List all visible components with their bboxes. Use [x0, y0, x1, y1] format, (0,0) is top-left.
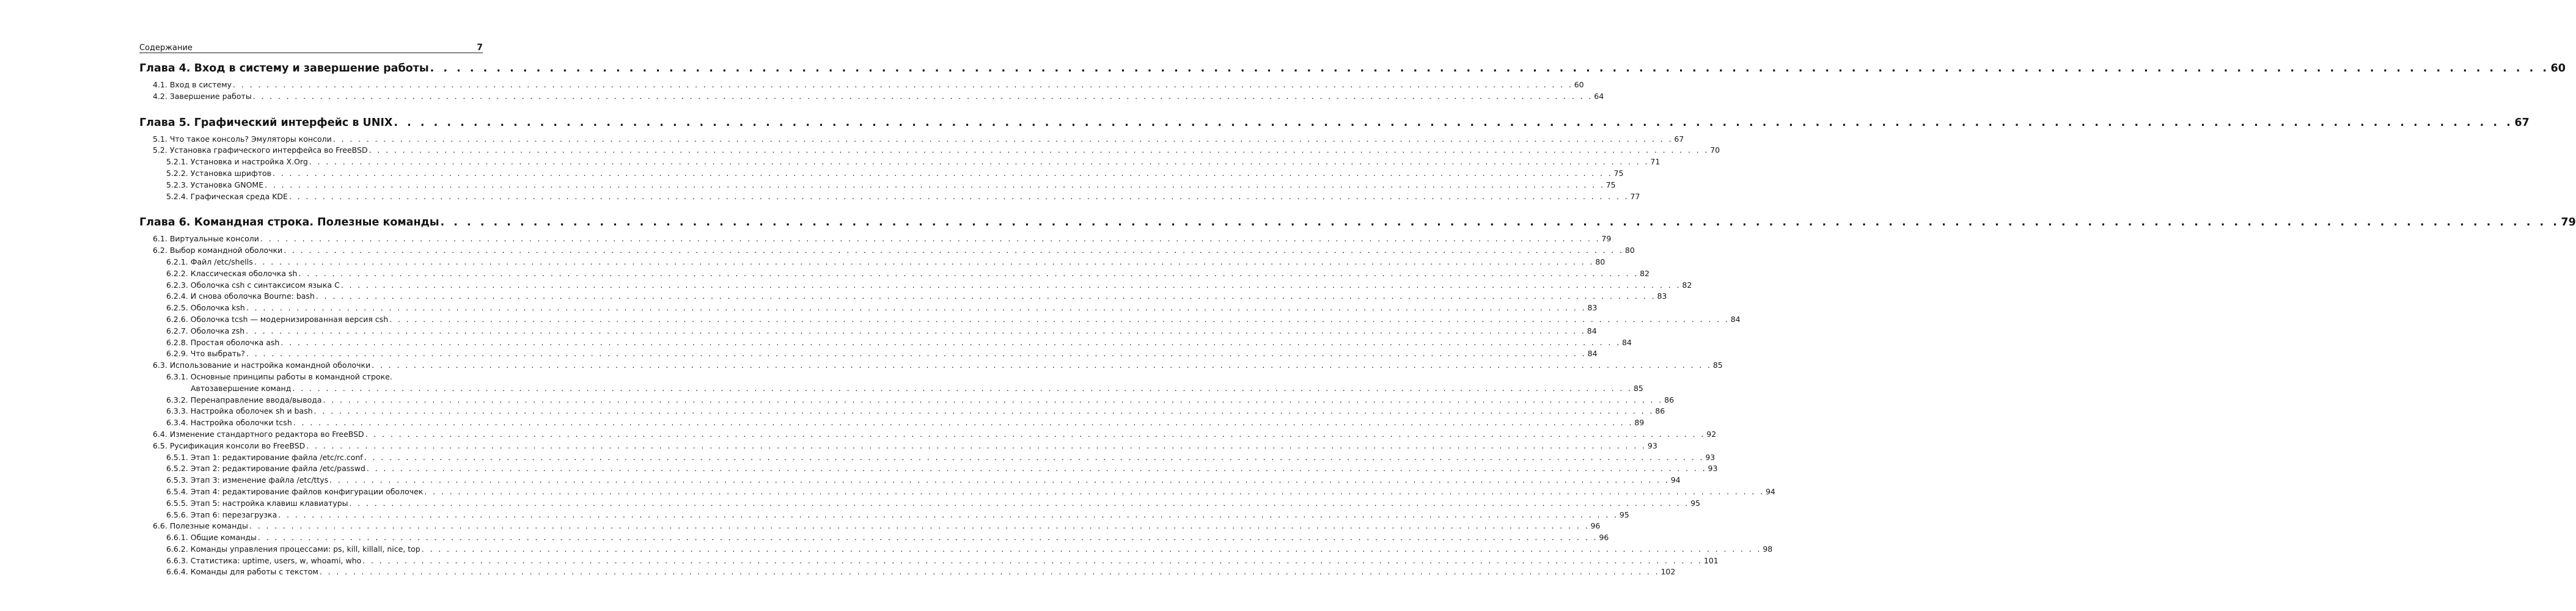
dot-leader: . . . . . . . . . . . . . . . . . . . . . . . . . . . . . . . . . . . . . . . . . . . . . . . . . . . . . . . . . . . . . . . . . . . . . . . . . . . . . . . . . . . . . . . . . . . . . . . . . . . . . . . . . . . . . . . . . . . . . . . . . . . . . . . . . . . . . . . . . . . . . . . . . . . . . . . . . . . . . . . . [273, 168, 1613, 178]
entry-page-number: 83 [1587, 303, 1598, 313]
dot-leader: . . . . . . . . . . . . . . . . . . . . . . . . . . . . . . . . . . . . . . . . . . . . . . . . . . . . . . . . . . . . . . . . . . . . . . . . . . . . . . . . . . . . . . . . . . . . . . . . . . . . . . . . . . . . . . . . . . . . . . . . . . . . . . . . . . . . . . . . . . . . . . . . . . . . . . . . . . . . . . . . [265, 180, 1605, 189]
chapter-title: Глава 6. Командная строка. Полезные команды [139, 216, 439, 229]
toc-subsection-entry [139, 180, 1616, 191]
entry-page-number: 60 [1574, 80, 1584, 89]
toc-section-entry [139, 441, 1657, 452]
entry-page-number: 95 [1690, 498, 1701, 508]
entry-page-number: 67 [1674, 134, 1684, 144]
dot-leader: . . . . . . . . . . . . . . . . . . . . . . . . . . . . . . . . . . . . . . . . . . . . . . . . . . . . . . . . . . . . . . . . . . . . . . . . . . . . . . . . . . . . . . . . . . . . . . . . . . . . . . . . . . . . . . . . . . . . . . . . . . . . . . . . . . . . . . . . . . . . . . . . . . . . . . . . . . . . . . . . [366, 464, 1707, 474]
entry-page-number: 82 [1682, 280, 1692, 290]
entry-title: 6.2. Выбор командной оболочки [153, 246, 283, 255]
toc-section-entry [139, 79, 1584, 91]
toc-subsection-entry [139, 532, 1609, 544]
dot-leader: . . . . . . . . . . . . . . . . . . . . . . . . . . . . . . . . . . . . . . . . . . . . . . . . . . . . . . . . . . . . . . . . . . . . . . . . . . . . . . . . . . . . . . . . . . . . . . . . . . . . . . . . . . . . . . . . . . . . . . . . . . . . . . . . . . . . . . . . . . . . . . . . . . . . . . . . . . . . . . . . [372, 360, 1712, 370]
toc-section-entry [139, 134, 1684, 145]
dot-leader: . . . . . . . . . . . . . . . . . . . . . . . . . . . . . . . . . . . . . . . . . . . . . . . . . . . . . . . . . . . . . . . . . . . . . . . . . . . . . . . . . . . . . . . . . . . . . . . . . . . . . . . . . . . . . . . . . . . . . . . . . . . . . . . . . . . . . . . . . . . . . . . . . . . . . . . . . . . . . . . . [292, 383, 1632, 393]
entry-title: 6.2.7. Оболочка zsh [166, 326, 245, 335]
chapter-title: Глава 4. Вход в систему и завершение работы [139, 62, 429, 75]
entry-page-number: 85 [1633, 383, 1643, 393]
toc-subsection-entry [139, 510, 1629, 521]
table-of-contents [139, 59, 2576, 578]
entry-page-number: 75 [1605, 180, 1616, 189]
toc-subsection-entry [139, 463, 1718, 475]
dot-leader: . . . . . . . . . . . . . . . . . . . . . . . . . . . . . . . . . . . . . . . . . . . . . . . . . . . . . . . . . . . . . . . . . . . . . . . . . . . . . . . . . . . . . . . . . . . . . . . . . . . . . . . . . . . . . . . . . . . . . . . . . . . . . . . . . . . . . . . . . . . . . . . . . . . . . . . . . . . . . . . . [319, 567, 1660, 577]
entry-title: 5.2.1. Установка и настройка X.Org [166, 157, 308, 167]
entry-page-number: 93 [1705, 452, 1715, 462]
running-header-page-number: 7 [477, 43, 483, 53]
entry-title-line2 [166, 383, 1643, 395]
entry-title-line1: 6.3.1. Основные принципы работы в командной строке. [166, 371, 392, 381]
entry-title: 6.2.6. Оболочка tcsh — модернизированная версия csh [166, 314, 389, 324]
entry-page-number: 64 [1594, 91, 1604, 101]
dot-leader: . . . . . . . . . . . . . . . . . . . . . . . . . . . . . . . . . . . . . . . . . . . . . . . . . . . . . . . . . . . . . . . . . . . . . . . . . . . . . . . . . . . . . . . . . . . . . . . . . . . . . . . . . . . . . . . . . . . . . . . . . . . . . . . . . . . . . . . . . . . . . . . . . . . . . . . . . . . . . . . . [314, 406, 1654, 416]
entry-page-number: 102 [1660, 567, 1676, 577]
chapter-heading [139, 59, 2566, 78]
toc-subsection-entry [139, 498, 1701, 510]
toc-subsection-entry [139, 168, 1624, 180]
entry-page-number: 96 [1599, 533, 1609, 543]
dot-leader: . . . . . . . . . . . . . . . . . . . . . . . . . . . . . . . . . . . . . . . . . . . . . . . . . . . . . . . . . . . . . . . . . . . . . . . . . . . . . . . . . . . . . . . . . . . . . . . . . . . . . . . . . . . . . . . . . . . . . . . . . . . . . . . . . . . . . . . . . . . . . . . . . . . . . . . . . . . . . . . . [306, 441, 1646, 450]
dot-leader: . . . . . . . . . . . . . . . . . . . . . . . . . . . . . . . . . . . . . . . . . . . . . . . . . . . . . . . . . . . . . . . . . . . . . . . . . . . . . . . . . . . . . . . . . . . . . . . . . . . . . . . . . . . . . . . . . . . . . . . . . . . . . . . . . . . . . . . . . . . . . . . . . . . . . . . . . . . . . . . . [257, 533, 1598, 543]
dot-leader: . . . . . . . . . . . . . . . . . . . . . . . . . . . . . . . . . . . . . . . . . . . . . . . . . . . . . . . . . . . . . . . . . . . . . . . . . . . . . . . . . . . . . . . . . . . . . . . . . . . . . . . . . . . . . . . . . . . . . . . . . . . . . . . . . . . . . . . . . . . . . . . . . . . . . . . . . . . . . . . . [309, 157, 1649, 167]
dot-leader: . . . . . . . . . . . . . . . . . . . . . . . . . . . . . . . . . . . . . . . . . . . . . . . . . . . . . . . . . . . . . . . . . . . . . . . . . . . . . . . . . . . . . . . . . . . . . . . . . . . . . . . . . . . . . . . . . . . . . . . . . . . . . . . . . . . . . . . . . . . . . . . . . . . . . . . . . . . . . . . . [252, 91, 1593, 101]
entry-title: 6.2.2. Классическая оболочка sh [166, 268, 298, 278]
entry-page-number: 83 [1657, 291, 1667, 301]
dot-leader: . . . . . . . . . . . . . . . . . . . . . . . . . . . . . . . . . . . . . . . . . . . . . . . . . . . . . . . . . . . . . . . . . . . . . . . . . . . . . . . . . . . . . . . . . . . . . . . . . . . . . . . . . . . . . . . . . . . . . . . . . . . . . . . . . . . . . . . . . . . . . . . . . . . . . . . . . . . . . . . . [332, 134, 1673, 144]
entry-title: 6.5.5. Этап 5: настройка клавиш клавиатуры [166, 498, 348, 508]
entry-title: 6.5.1. Этап 1: редактирование файла /etc/rc.conf [166, 452, 363, 462]
entry-page-number: 98 [1763, 544, 1773, 554]
entry-page-number: 94 [1670, 475, 1681, 485]
dot-leader: . . . . . . . . . . . . . . . . . . . . . . . . . . . . . . . . . . . . . . . . . . . . . . . . . . . . . . . . . . . . . . . . . . . . . . . . . . . . . . . . . . . . . . . . . . . . . . . . . . . . . . . . . . . . . . . . . . . . . . . . . . . . . . . . . . . . . . . . . . . . . . . . . . . . . . . . . . . . . . . . [278, 510, 1618, 519]
entry-title: 6.3.4. Настройка оболочки tcsh [166, 418, 292, 428]
dot-leader: . . . . . . . . . . . . . . . . . . . . . . . . . . . . . . . . . . . . . . . . . . . . . . . . . . . . . . . . . . . . . . . . . . . . . . . . . . . . . . . . . . . . . . . . . . . . . . . . . . . . . . . . . . . . . . . . . . . . . . . . . . . . . . . . . . . . . . . . . . . . . . . . . . . . . . . . . . . . . . . . [329, 475, 1670, 485]
toc-subsection-entry [139, 406, 1665, 417]
entry-page-number: 93 [1647, 441, 1657, 450]
entry-page-number: 75 [1613, 168, 1624, 178]
entry-title: 6.3.3. Настройка оболочек sh и bash [166, 406, 313, 416]
chapter-page-number: 67 [2514, 116, 2530, 129]
toc-subsection-entry [139, 191, 1640, 203]
toc-section-entry [139, 233, 1612, 245]
toc-subsection-entry [139, 544, 1773, 555]
toc-section-entry [139, 91, 1604, 103]
dot-leader: . . . . . . . . . . . . . . . . . . . . . . . . . . . . . . . . . . . . . . . . . . . . . . . . . . . . . . . . . . . . . . . . . . . . . . . . . . . . . . . . . . . . . . . . . . . . . . . . . . . . . . . . . . . . . . . . . . . . . . . . . . . . . . . . . . . . . . . . . . . . . . . . . . . . . . . . . . . . . . . . [424, 486, 1764, 496]
entry-page-number: 84 [1587, 349, 1598, 359]
entry-title: 6.2.5. Оболочка ksh [166, 303, 245, 313]
entry-title: 4.1. Вход в систему [153, 80, 232, 89]
toc-subsection-entry [139, 475, 1681, 486]
toc-subsection-entry [139, 486, 1775, 498]
toc-section-entry [139, 360, 1723, 371]
entry-title: 5.2.3. Установка GNOME [166, 180, 264, 189]
toc-subsection-entry [139, 302, 1598, 314]
entry-page-number: 95 [1619, 510, 1629, 519]
entry-title: 5.2.2. Установка шрифтов [166, 168, 272, 178]
entry-page-number: 96 [1590, 521, 1601, 531]
entry-title: 5.2.4. Графическая среда KDE [166, 191, 288, 201]
entry-title: 6.2.4. И снова оболочка Bourne: bash [166, 291, 315, 301]
dot-leader: . . . . . . . . . . . . . . . . . . . . . . . . . . . . . . . . . . . . . . . . . . . . . . . . . . . . . . . . . . . . . . . . . . . . . . . . . . . . . . . . . . . . . . . . . . . . . . . . . . . . . . . . . . . . . . . . . . . . . . . . . . . . . . . . . . . . . . . . . . . . . . . . . . . . . . . . . . . . . . . . [315, 291, 1656, 301]
toc-section-entry [139, 145, 1720, 156]
entry-page-number: 89 [1634, 418, 1645, 428]
toc-subsection-entry [139, 257, 1605, 268]
chapter-heading [139, 114, 2530, 132]
dot-leader: . . . . . . . . . . . . . . . . . . . . . . . . . . . . . . . . . . . . . . . . . . . . . . . . . . . . . . . . . . . . . . . . . . . . . . . . . . . . . . . . . . . . . . . . . . . . . . . . . . . . . . . . . . . . . . . . . . . . . . . . . . . . . . . . . . . . . . . . . . . . . . . . . . . . . . . . . . . . . . . . [421, 544, 1762, 554]
dot-leader: . . . . . . . . . . . . . . . . . . . . . . . . . . . . . . . . . . . . . . . . . . . . . . . . . . . . . . . . . . . . . . . . . . . . . . . . . . . . . . . . . . . . . . . . . . . . . . . . . . . . . . . . . . . . . . . . . . . . . . . . . . . . . . . . . . . . . . . . . . . . . . . . . . . . . . . . . . . . . . . . [288, 191, 1629, 201]
dot-leader: . . . . . . . . . . . . . . . . . . . . . . . . . . . . . . . . . . . . . . . . . . . . . . . . . . . . . . . . . . . . . . . . . . . . . . . . . . . . . . . . . . . . . . . . . . . . . . . . . . . . . . . . . . . . . . . . . . . . . . . . . . . . . . . . . . . . . . . . . . . . . . . . . . . . . . . . . . . . . . . . [340, 280, 1681, 290]
entry-title: 6.4. Изменение стандартного редактора во FreeBSD [153, 429, 364, 439]
toc-subsection-entry [139, 156, 1660, 168]
entry-page-number: 80 [1595, 257, 1605, 266]
toc-subsection-entry [139, 314, 1741, 326]
entry-title: 6.6.1. Общие команды [166, 533, 257, 543]
entry-page-number: 80 [1624, 246, 1635, 255]
entry-title: 6.6.2. Команды управления процессами: ps, kill, killall, nice, top [166, 544, 420, 554]
toc-subsection-entry [139, 337, 1632, 349]
entry-title: 6.5.4. Этап 4: редактирование файлов конфигурации оболочек [166, 486, 424, 496]
dot-leader: . . . . . . . . . . . . . . . . . . . . . . . . . . . . . . . . . . . . . . . . . . . . . . . . . . . . . . . . . . . . . . . . . . . . . . . . . . . . . . . . . . . . . . . . . . . . . . . . . . . . . . . . . . . . . . . . . . . . . . . . . . . . . . . . . . . . . . . . . . . . . . . . . . . . . . . . . . . . . . . . [394, 116, 2514, 129]
entry-title: 6.6.3. Статистика: uptime, users, w, whoami, who [166, 555, 362, 565]
chapter-page-number: 60 [2550, 62, 2566, 75]
toc-section-entry [139, 429, 1717, 441]
dot-leader: . . . . . . . . . . . . . . . . . . . . . . . . . . . . . . . . . . . . . . . . . . . . . . . . . . . . . . . . . . . . . . . . . . . . . . . . . . . . . . . . . . . . . . . . . . . . . . . . . . . . . . . . . . . . . . . . . . . . . . . . . . . . . . . . . . . . . . . . . . . . . . . . . . . . . . . . . . . . . . . . [281, 337, 1621, 347]
toc-subsection-entry [139, 555, 1719, 567]
toc-section-entry [139, 521, 1601, 532]
entry-title: 6.2.9. Что выбрать? [166, 349, 246, 359]
entry-page-number: 86 [1655, 406, 1665, 416]
dot-leader: . . . . . . . . . . . . . . . . . . . . . . . . . . . . . . . . . . . . . . . . . . . . . . . . . . . . . . . . . . . . . . . . . . . . . . . . . . . . . . . . . . . . . . . . . . . . . . . . . . . . . . . . . . . . . . . . . . . . . . . . . . . . . . . . . . . . . . . . . . . . . . . . . . . . . . . . . . . . . . . . [365, 429, 1706, 439]
dot-leader: . . . . . . . . . . . . . . . . . . . . . . . . . . . . . . . . . . . . . . . . . . . . . . . . . . . . . . . . . . . . . . . . . . . . . . . . . . . . . . . . . . . . . . . . . . . . . . . . . . . . . . . . . . . . . . . . . . . . . . . . . . . . . . . . . . . . . . . . . . . . . . . . . . . . . . . . . . . . . . . . [246, 349, 1587, 359]
dot-leader: . . . . . . . . . . . . . . . . . . . . . . . . . . . . . . . . . . . . . . . . . . . . . . . . . . . . . . . . . . . . . . . . . . . . . . . . . . . . . . . . . . . . . . . . . . . . . . . . . . . . . . . . . . . . . . . . . . . . . . . . . . . . . . . . . . . . . . . . . . . . . . . . . . . . . . . . . . . . . . . . [349, 498, 1690, 508]
entry-page-number: 84 [1730, 314, 1741, 324]
entry-page-number: 86 [1664, 395, 1675, 404]
entry-title: 6.3. Использование и настройка командной оболочки [153, 360, 371, 370]
dot-leader: . . . . . . . . . . . . . . . . . . . . . . . . . . . . . . . . . . . . . . . . . . . . . . . . . . . . . . . . . . . . . . . . . . . . . . . . . . . . . . . . . . . . . . . . . . . . . . . . . . . . . . . . . . . . . . . . . . . . . . . . . . . . . . . . . . . . . . . . . . . . . . . . . . . . . . . . . . . . . . . . [246, 303, 1587, 313]
toc-subsection-entry [139, 348, 1598, 360]
toc-subsection-entry [139, 452, 1715, 464]
entry-title: 5.1. Что такое консоль? Эмуляторы консоли [153, 134, 332, 144]
running-header [139, 39, 483, 53]
entry-page-number: 101 [1703, 555, 1719, 565]
toc-subsection-entry [139, 417, 1645, 429]
toc-subsection-entry [139, 566, 1676, 578]
entry-title: 4.2. Завершение работы [153, 91, 252, 101]
dot-leader: . . . . . . . . . . . . . . . . . . . . . . . . . . . . . . . . . . . . . . . . . . . . . . . . . . . . . . . . . . . . . . . . . . . . . . . . . . . . . . . . . . . . . . . . . . . . . . . . . . . . . . . . . . . . . . . . . . . . . . . . . . . . . . . . . . . . . . . . . . . . . . . . . . . . . . . . . . . . . . . . [293, 418, 1634, 428]
entry-title: 6.2.1. Файл /etc/shells [166, 257, 253, 266]
dot-leader: . . . . . . . . . . . . . . . . . . . . . . . . . . . . . . . . . . . . . . . . . . . . . . . . . . . . . . . . . . . . . . . . . . . . . . . . . . . . . . . . . . . . . . . . . . . . . . . . . . . . . . . . . . . . . . . . . . . . . . . . . . . . . . . . . . . . . . . . . . . . . . . . . . . . . . . . . . . . . . . . [249, 521, 1590, 531]
dot-leader: . . . . . . . . . . . . . . . . . . . . . . . . . . . . . . . . . . . . . . . . . . . . . . . . . . . . . . . . . . . . . . . . . . . . . . . . . . . . . . . . . . . . . . . . . . . . . . . . . . . . . . . . . . . . . . . . . . . . . . . . . . . . . . . . . . . . . . . . . . . . . . . . . . . . . . . . . . . . . . . . [260, 234, 1601, 244]
entry-title: 6.1. Виртуальные консоли [153, 234, 259, 244]
entry-title: 6.5. Русификация консоли во FreeBSD [153, 441, 306, 450]
chapter-title: Глава 5. Графический интерфейс в UNIX [139, 116, 393, 129]
entry-page-number: 94 [1765, 486, 1775, 496]
dot-leader: . . . . . . . . . . . . . . . . . . . . . . . . . . . . . . . . . . . . . . . . . . . . . . . . . . . . . . . . . . . . . . . . . . . . . . . . . . . . . . . . . . . . . . . . . . . . . . . . . . . . . . . . . . . . . . . . . . . . . . . . . . . . . . . . . . . . . . . . . . . . . . . . . . . . . . . . . . . . . . . . [430, 62, 2550, 75]
entry-page-number: 92 [1706, 429, 1717, 439]
toc-page [139, 39, 2576, 578]
toc-subsection-entry [139, 395, 1675, 406]
dot-leader: . . . . . . . . . . . . . . . . . . . . . . . . . . . . . . . . . . . . . . . . . . . . . . . . . . . . . . . . . . . . . . . . . . . . . . . . . . . . . . . . . . . . . . . . . . . . . . . . . . . . . . . . . . . . . . . . . . . . . . . . . . . . . . . . . . . . . . . . . . . . . . . . . . . . . . . . . . . . . . . . [369, 145, 1709, 155]
entry-title: 6.5.6. Этап 6: перезагрузка [166, 510, 277, 519]
entry-title: 6.5.3. Этап 3: изменение файла /etc/ttys [166, 475, 329, 485]
entry-page-number: 82 [1640, 268, 1649, 278]
entry-title: 6.6. Полезные команды [153, 521, 248, 531]
entry-page-number: 84 [1587, 326, 1597, 335]
dot-leader: . . . . . . . . . . . . . . . . . . . . . . . . . . . . . . . . . . . . . . . . . . . . . . . . . . . . . . . . . . . . . . . . . . . . . . . . . . . . . . . . . . . . . . . . . . . . . . . . . . . . . . . . . . . . . . . . . . . . . . . . . . . . . . . . . . . . . . . . . . . . . . . . . . . . . . . . . . . . . . . . [233, 80, 1573, 89]
entry-title: 6.2.3. Оболочка csh с синтаксисом языка С [166, 280, 340, 290]
dot-leader: . . . . . . . . . . . . . . . . . . . . . . . . . . . . . . . . . . . . . . . . . . . . . . . . . . . . . . . . . . . . . . . . . . . . . . . . . . . . . . . . . . . . . . . . . . . . . . . . . . . . . . . . . . . . . . . . . . . . . . . . . . . . . . . . . . . . . . . . . . . . . . . . . . . . . . . . . . . . . . . . [254, 257, 1594, 266]
toc-subsection-entry [139, 371, 1643, 395]
running-header-title: Содержание [139, 43, 193, 53]
entry-title: 6.3.2. Перенаправление ввода/вывода [166, 395, 322, 404]
entry-page-number: 77 [1630, 191, 1640, 201]
entry-page-number: 70 [1710, 145, 1720, 155]
entry-title: 6.2.8. Простая оболочка ash [166, 337, 280, 347]
dot-leader: . . . . . . . . . . . . . . . . . . . . . . . . . . . . . . . . . . . . . . . . . . . . . . . . . . . . . . . . . . . . . . . . . . . . . . . . . . . . . . . . . . . . . . . . . . . . . . . . . . . . . . . . . . . . . . . . . . . . . . . . . . . . . . . . . . . . . . . . . . . . . . . . . . . . . . . . . . . . . . . . [364, 452, 1704, 462]
dot-leader: . . . . . . . . . . . . . . . . . . . . . . . . . . . . . . . . . . . . . . . . . . . . . . . . . . . . . . . . . . . . . . . . . . . . . . . . . . . . . . . . . . . . . . . . . . . . . . . . . . . . . . . . . . . . . . . . . . . . . . . . . . . . . . . . . . . . . . . . . . . . . . . . . . . . . . . . . . . . . . . . [298, 268, 1639, 278]
entry-title-continuation: Автозавершение команд [191, 383, 292, 393]
chapter-heading [139, 213, 2576, 232]
dot-leader: . . . . . . . . . . . . . . . . . . . . . . . . . . . . . . . . . . . . . . . . . . . . . . . . . . . . . . . . . . . . . . . . . . . . . . . . . . . . . . . . . . . . . . . . . . . . . . . . . . . . . . . . . . . . . . . . . . . . . . . . . . . . . . . . . . . . . . . . . . . . . . . . . . . . . . . . . . . . . . . . [246, 326, 1586, 335]
entry-title: 6.6.4. Команды для работы с текстом [166, 567, 318, 577]
entry-title: 5.2. Установка графического интерфейса во FreeBSD [153, 145, 368, 155]
toc-section-entry [139, 245, 1635, 257]
toc-subsection-entry [139, 268, 1649, 280]
entry-page-number: 84 [1621, 337, 1632, 347]
toc-subsection-entry [139, 291, 1667, 302]
dot-leader: . . . . . . . . . . . . . . . . . . . . . . . . . . . . . . . . . . . . . . . . . . . . . . . . . . . . . . . . . . . . . . . . . . . . . . . . . . . . . . . . . . . . . . . . . . . . . . . . . . . . . . . . . . . . . . . . . . . . . . . . . . . . . . . . . . . . . . . . . . . . . . . . . . . . . . . . . . . . . . . . [440, 216, 2560, 229]
entry-page-number: 93 [1708, 464, 1718, 474]
entry-page-number: 85 [1712, 360, 1723, 370]
chapter-page-number: 79 [2561, 216, 2576, 229]
entry-page-number: 79 [1601, 234, 1612, 244]
toc-subsection-entry [139, 326, 1597, 337]
toc-subsection-entry [139, 280, 1692, 291]
dot-leader: . . . . . . . . . . . . . . . . . . . . . . . . . . . . . . . . . . . . . . . . . . . . . . . . . . . . . . . . . . . . . . . . . . . . . . . . . . . . . . . . . . . . . . . . . . . . . . . . . . . . . . . . . . . . . . . . . . . . . . . . . . . . . . . . . . . . . . . . . . . . . . . . . . . . . . . . . . . . . . . . [323, 395, 1664, 404]
dot-leader: . . . . . . . . . . . . . . . . . . . . . . . . . . . . . . . . . . . . . . . . . . . . . . . . . . . . . . . . . . . . . . . . . . . . . . . . . . . . . . . . . . . . . . . . . . . . . . . . . . . . . . . . . . . . . . . . . . . . . . . . . . . . . . . . . . . . . . . . . . . . . . . . . . . . . . . . . . . . . . . . [284, 246, 1624, 255]
dot-leader: . . . . . . . . . . . . . . . . . . . . . . . . . . . . . . . . . . . . . . . . . . . . . . . . . . . . . . . . . . . . . . . . . . . . . . . . . . . . . . . . . . . . . . . . . . . . . . . . . . . . . . . . . . . . . . . . . . . . . . . . . . . . . . . . . . . . . . . . . . . . . . . . . . . . . . . . . . . . . . . . [389, 314, 1730, 324]
dot-leader: . . . . . . . . . . . . . . . . . . . . . . . . . . . . . . . . . . . . . . . . . . . . . . . . . . . . . . . . . . . . . . . . . . . . . . . . . . . . . . . . . . . . . . . . . . . . . . . . . . . . . . . . . . . . . . . . . . . . . . . . . . . . . . . . . . . . . . . . . . . . . . . . . . . . . . . . . . . . . . . . [362, 555, 1703, 565]
entry-title: 6.5.2. Этап 2: редактирование файла /etc/passwd [166, 464, 365, 474]
entry-page-number: 71 [1650, 157, 1660, 167]
